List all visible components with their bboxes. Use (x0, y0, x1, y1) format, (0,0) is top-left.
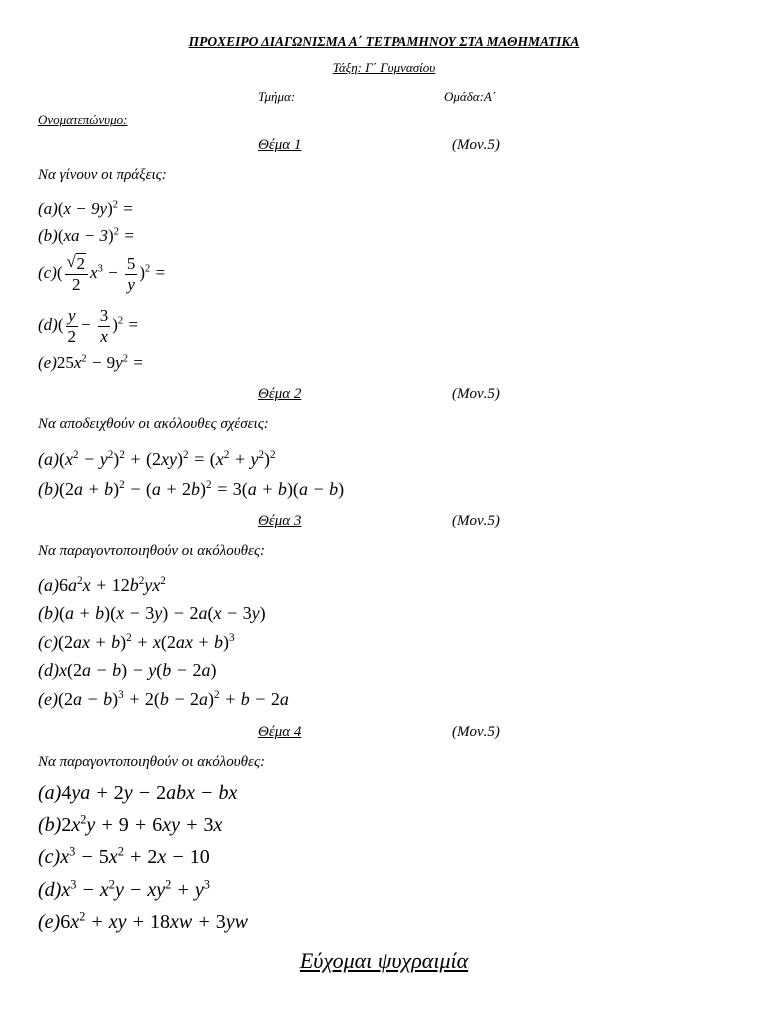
topic-2-title: Θέμα 2 (258, 386, 302, 402)
topic-3-item-a: $(a)6a^2x + 12b^2yx^2$ (38, 575, 166, 595)
topic-4-instruction: Να παραγοντοποιηθούν οι ακόλουθες: (38, 754, 266, 770)
topic-4-title: Θέμα 4 (258, 724, 302, 740)
topic-1-title: Θέμα 1 (258, 137, 302, 153)
item-label: (b) (38, 603, 59, 623)
item-label: (c) (38, 846, 61, 868)
item-label: (b) (38, 479, 59, 499)
topic-3-item-c: $(c)(2ax + b)^2 + x(2ax + b)^3$ (38, 632, 235, 652)
item-label: (d) (38, 660, 59, 680)
item-label: (e) (38, 911, 61, 933)
topic-1-item-a: $(a)(x - 9y)^2$ = (38, 199, 134, 218)
topic-1-points: (Μον.5) (452, 137, 500, 153)
topic-1-instruction: Να γίνουν οι πράξεις: (38, 167, 167, 183)
item-label: (a) (38, 199, 58, 218)
topic-4-item-b: $(b)2x^2y + 9 + 6xy + 3x$ (38, 812, 223, 836)
topic-1-item-e: $(e)25x^2 - 9y^2$ = (38, 353, 144, 372)
topic-1-item-d: (d)( $\frac{y}{2}$ − $\frac{3}{x}$ )$^2$ = (38, 306, 139, 346)
topic-1-item-b: (b)(xa − 3)$^2$ = (38, 226, 135, 245)
item-label: (d) (38, 314, 58, 334)
topic-4-item-e: $(e)6x^2$ + xy + 18xw + 3yw (38, 909, 248, 933)
topic-3-item-d: (d)x(2a − b) − y(b − 2a) (38, 660, 217, 680)
item-label: (a) (38, 449, 59, 469)
topic-2-instruction: Να αποδειχθούν οι ακόλουθες σχέσεις: (38, 416, 269, 432)
exam-title: ΠΡΟΧΕΙΡΟ ΔΙΑΓΩΝΙΣΜΑ Α΄ ΤΕΤΡΑΜΗΝΟΥ ΣΤΑ ΜΑΘΗΜΑΤΙΚΑ (188, 34, 580, 49)
item-label: (b) (38, 814, 62, 836)
item-label: (e) (38, 689, 58, 709)
topic-4-item-a: (a)4ya + 2y − 2abx − bx (38, 782, 238, 804)
topic-3-item-b: (b)(a + b)(x − 3y) − 2a(x − 3y) (38, 603, 266, 623)
item-label: (c) (38, 262, 57, 282)
item-label: (a) (38, 575, 59, 595)
item-label: (b) (38, 226, 58, 245)
topic-3-title: Θέμα 3 (258, 513, 302, 529)
topic-2-points: (Μον.5) (452, 386, 500, 402)
topic-4-points: (Μον.5) (452, 724, 500, 740)
topic-3-points: (Μον.5) (452, 513, 500, 529)
class-label: Τάξη: Γ΄ Γυμνασίου (332, 60, 436, 75)
section-label: Τμήμα: (258, 89, 296, 104)
topic-4-item-c: $(c)x^3 - 5x^2 + 2x - 10$ (38, 844, 210, 868)
item-label: (c) (38, 632, 58, 652)
name-label: Ονοματεπώνυμο: (38, 112, 128, 127)
topic-2-item-a: $(a)(x^2 - y^2)^2 + (2xy)^2 = (x^2 + y^2)^2$ (38, 449, 276, 469)
closing-message: Εύχομαι ψυχραιμία (299, 948, 469, 973)
topic-2-item-b: $(b)(2a + b)^2 - (a + 2b)^2 = 3(a + b)(a - b)$ (38, 479, 345, 499)
topic-3-instruction: Να παραγοντοποιηθούν οι ακόλουθες: (38, 543, 266, 559)
item-label: (d) (38, 879, 62, 901)
item-label: (e) (38, 353, 57, 372)
topic-4-item-d: $(d)x^3 - x^2y - xy^2 + y^3$ (38, 877, 210, 901)
topic-3-item-e: $(e)(2a - b)^3 + 2(b - 2a)^2 + b - 2a$ (38, 689, 289, 709)
topic-1-item-c: (c)( √ 2 2 $x^3$ − $\frac{5}{y}$ )$^2$ = (38, 252, 167, 294)
item-label: (a) (38, 782, 62, 804)
group-label: Ομάδα:Α΄ (444, 89, 497, 104)
